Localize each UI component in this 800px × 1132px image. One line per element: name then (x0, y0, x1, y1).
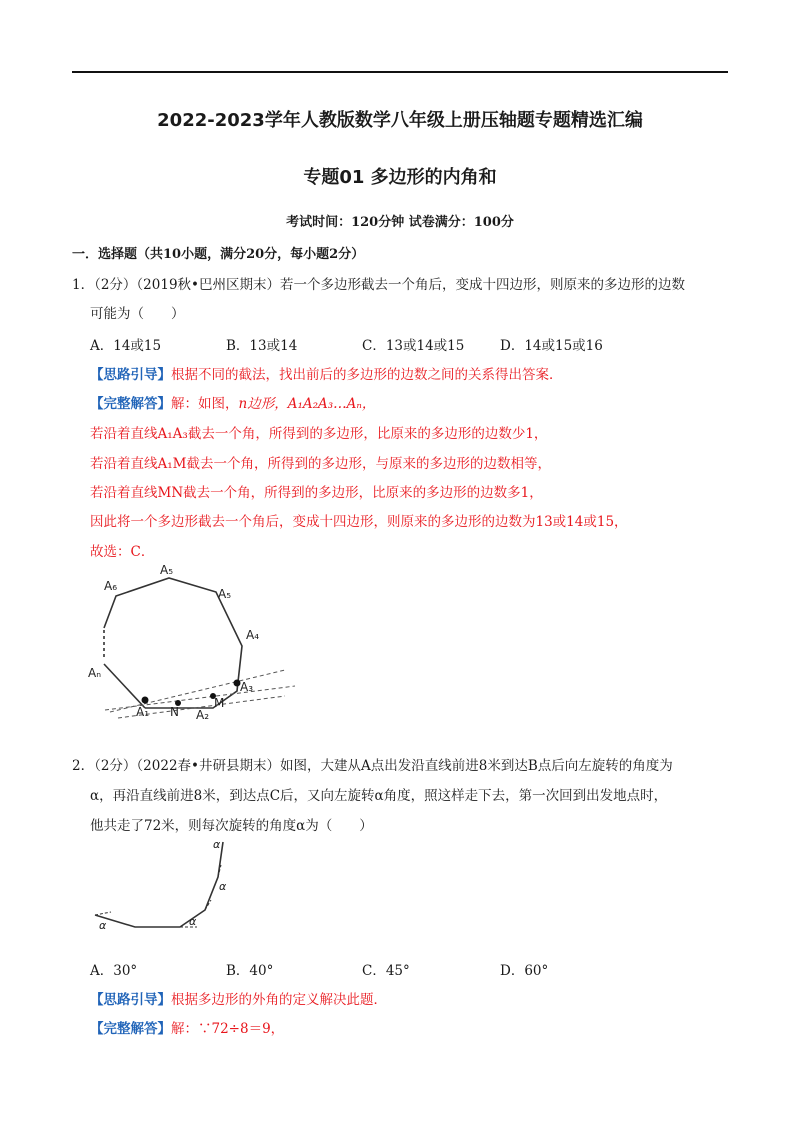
q2-option-b: B．40° (226, 963, 274, 979)
q1-answer-line1: 若沿着直线A₁A₃截去一个角，所得到的多边形，比原来的多边形的边数少1， (90, 426, 548, 442)
q2-hint (90, 988, 387, 1008)
q1-option-c: C．13或14或15 (362, 338, 465, 354)
header-rule (72, 71, 728, 73)
ext-line-1 (95, 912, 111, 915)
label-a5-top: A₅ (160, 563, 174, 577)
q1-answer-choice: 故选：C． (90, 544, 155, 560)
label-m: M (214, 696, 225, 710)
alpha-label-1: α (99, 919, 107, 932)
label-an: Aₙ (88, 666, 101, 680)
q2-answer-text: 解：∵72÷8＝9， (171, 1021, 285, 1037)
label-n: N (170, 705, 179, 719)
q1-hint-text: 根据不同的截法，找出前后的多边形的边数之间的关系得出答案． (171, 367, 563, 383)
q1-hint (90, 363, 563, 383)
label-a1: A₁ (136, 705, 150, 719)
alpha-label-3: α (219, 880, 227, 893)
q1-answer-tag: 【完整解答】 (90, 396, 171, 412)
section-heading: 一．选择题（共10小题，满分20分，每小题2分） (72, 247, 365, 262)
label-a2: A₂ (196, 708, 210, 722)
q1-answer-line4: 因此将一个多边形截去一个角后，变成十四边形，则原来的多边形的边数为13或14或15， (90, 514, 628, 530)
q1-answer-line3: 若沿着直线MN截去一个角，所得到的多边形，比原来的多边形的边数多1， (90, 485, 543, 501)
q2-option-d: D．60° (500, 963, 549, 979)
q2-option-a: A．30° (90, 963, 138, 979)
q1-option-d: D．14或15或16 (500, 338, 603, 354)
q2-hint-tag: 【思路引导】 (90, 992, 171, 1008)
q2-stem-line3: 他共走了72米，则每次旋转的角度α为（ ） (90, 818, 373, 834)
q1-stem-line1: 1．（2分）（2019秋•巴州区期末）若一个多边形截去一个角后，变成十四边形，则原来的多边形的边数 (72, 277, 685, 293)
q2-stem-line1: 2．（2分）（2022春•井研县期末）如图，大建从A点出发沿直线前进8米到达B点后向左旋转的角度为 (72, 758, 673, 774)
q1-answer-line2: 若沿着直线A₁M截去一个角，所得到的多边形，与原来的多边形的边数相等， (90, 456, 551, 472)
polygon-side-an (104, 664, 145, 708)
label-a4: A₄ (246, 628, 260, 642)
q1-hint-tag: 【思路引导】 (90, 367, 171, 383)
q1-stem-line2: 可能为（ ） (90, 306, 185, 322)
alpha-label-2: α (189, 915, 197, 928)
q1-polygon-figure (80, 560, 320, 730)
q1-answer-seq: A₁A₂A₃…Aₙ， (287, 396, 376, 412)
q2-path-figure (85, 832, 245, 942)
q1-answer-intro (90, 392, 375, 412)
walking-path (95, 842, 223, 927)
label-a5: A₅ (218, 587, 232, 601)
q1-answer-intro-text: 解：如图， (171, 396, 239, 412)
exam-meta: 考试时间：120分钟 试卷满分：100分 (286, 215, 514, 230)
label-a6: A₆ (104, 579, 118, 593)
document-title: 2022-2023学年人教版数学八年级上册压轴题专题精选汇编 (157, 110, 643, 131)
topic-title: 专题01 多边形的内角和 (303, 167, 497, 188)
q1-answer-ngon: n边形， (238, 396, 288, 412)
q2-answer-tag: 【完整解答】 (90, 1021, 171, 1037)
q2-answer (90, 1017, 284, 1037)
q2-option-c: C．45° (362, 963, 410, 979)
q2-hint-text: 根据多边形的外角的定义解决此题． (171, 992, 387, 1008)
q2-stem-line2: α，再沿直线前进8米，到达点C后，又向左旋转α角度，照这样走下去，第一次回到出发地点时， (90, 788, 668, 804)
q1-option-b: B．13或14 (226, 338, 298, 354)
label-a3: A₃ (240, 680, 254, 694)
q1-option-a: A．14或15 (90, 338, 162, 354)
point-a1 (142, 697, 149, 704)
alpha-label-4: α (213, 838, 221, 851)
